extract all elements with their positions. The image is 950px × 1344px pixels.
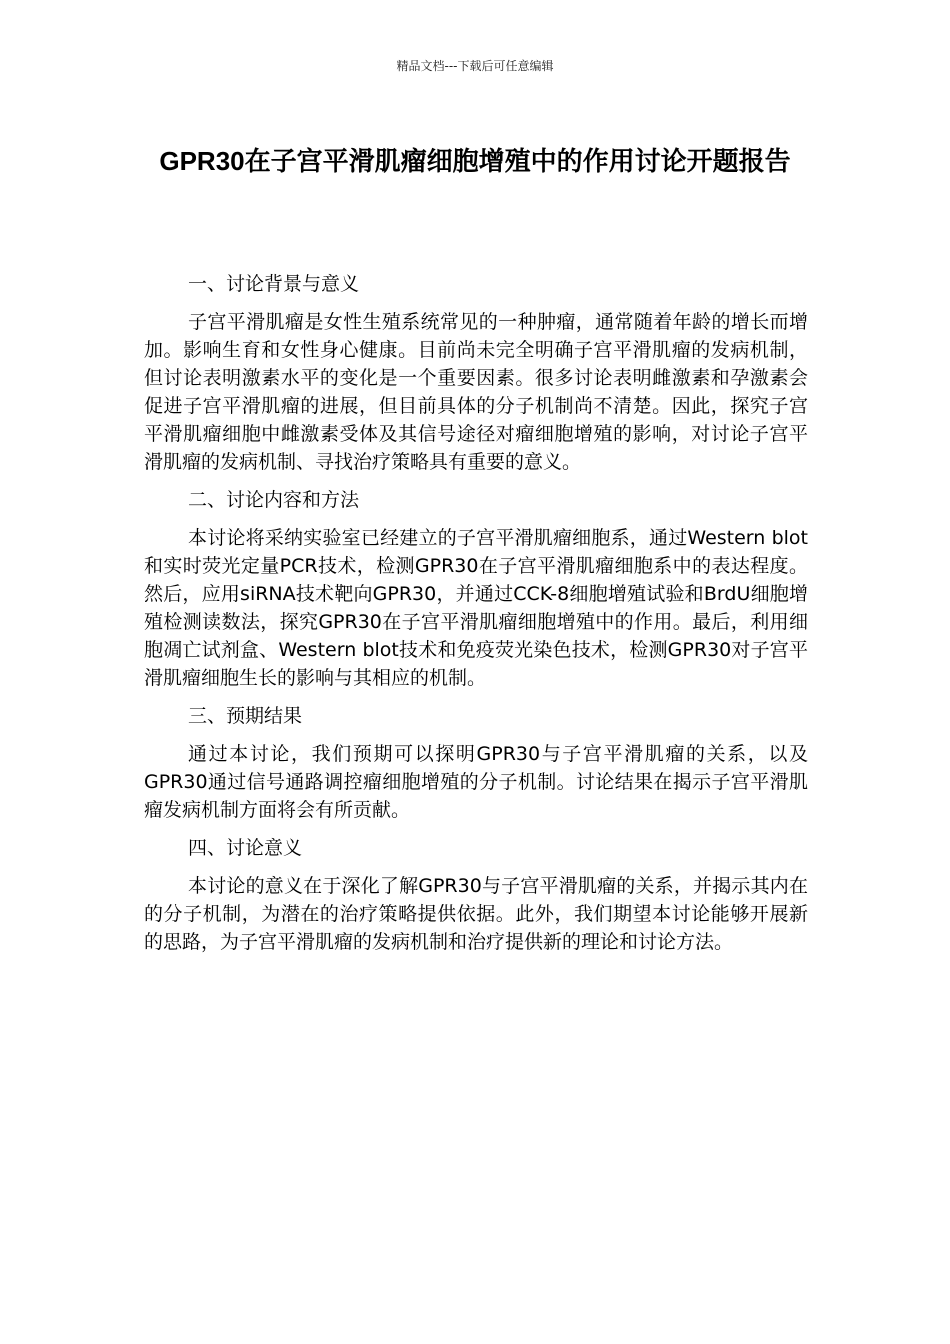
section-heading-background: 一、讨论背景与意义 [188,273,360,295]
section-heading-methods: 二、讨论内容和方法 [188,489,360,511]
page-header-note: 精品文档---下载后可任意编辑 [396,59,554,73]
section-body-methods: 本讨论将采纳实验室已经建立的子宫平滑肌瘤细胞系，通过Western blot和实时荧光定量PCR技术，检测GPR30在子宫平滑肌瘤细胞系中的表达程度。然后，应用siRNA技术靶向GPR30，并通过CCK-8细胞增殖试验和BrdU细胞增殖检测读数法，探究GPR30在子宫平滑肌瘤细胞增殖中的作用。最后，利用细胞凋亡试剂盒、Western blot技术和免疫荧光染色技术，检测GPR30对子宫平滑肌瘤细胞生长的影响与其相应的机制。 [144,527,808,689]
section-body-expected-results: 通过本讨论，我们预期可以探明GPR30与子宫平滑肌瘤的关系，以及GPR30通过信号通路调控瘤细胞增殖的分子机制。讨论结果在揭示子宫平滑肌瘤发病机制方面将会有所贡献。 [144,743,808,821]
section-body-background: 子宫平滑肌瘤是女性生殖系统常见的一种肿瘤，通常随着年龄的增长而增加。影响生育和女性身心健康。目前尚未完全明确子宫平滑肌瘤的发病机制，但讨论表明激素水平的变化是一个重要因素。很多讨论表明雌激素和孕激素会促进子宫平滑肌瘤的进展，但目前具体的分子机制尚不清楚。因此，探究子宫平滑肌瘤细胞中雌激素受体及其信号途径对瘤细胞增殖的影响，对讨论子宫平滑肌瘤的发病机制、寻找治疗策略具有重要的意义。 [144,311,808,473]
section-heading-significance: 四、讨论意义 [188,837,303,859]
document-title: GPR30在子宫平滑肌瘤细胞增殖中的作用讨论开题报告 [159,146,791,176]
document-body [144,270,808,966]
section-body-significance: 本讨论的意义在于深化了解GPR30与子宫平滑肌瘤的关系，并揭示其内在的分子机制，为潜在的治疗策略提供依据。此外，我们期望本讨论能够开展新的思路，为子宫平滑肌瘤的发病机制和治疗提供新的理论和讨论方法。 [144,875,808,953]
section-heading-expected-results: 三、预期结果 [188,705,303,727]
